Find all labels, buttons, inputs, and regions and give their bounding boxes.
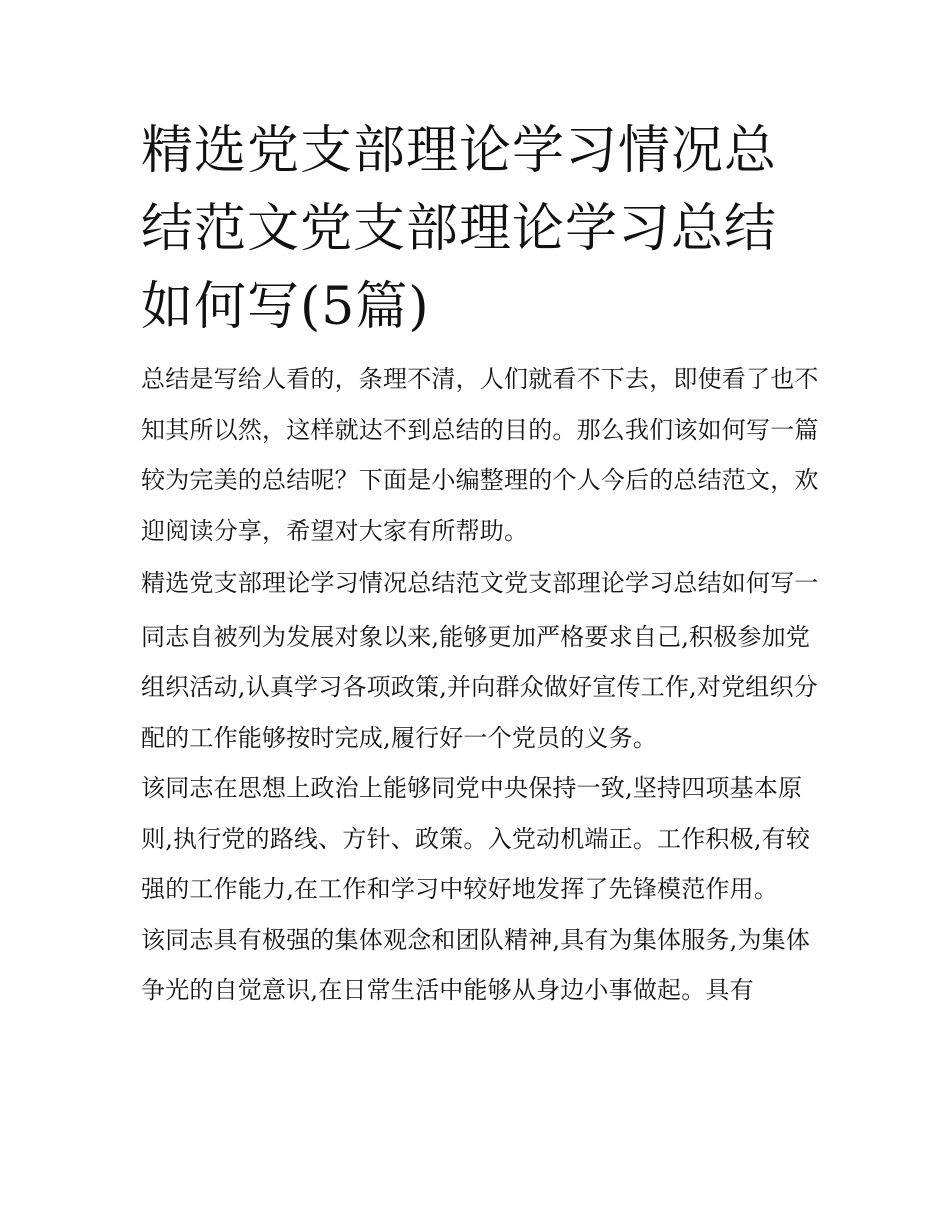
- body-paragraph-2: 该同志在思想上政治上能够同党中央保持一致,坚持四项基本原则,执行党的路线、方针、政策。入党动机端正。工作积极,有较强的工作能力,在工作和学习中较好地发挥了先锋模范作用。: [141, 774, 811, 903]
- document-page: [141, 112, 821, 1016]
- body-paragraph-3: 该同志具有极强的集体观念和团队精神,具有为集体服务,为集体争光的自觉意识,在日常生活中能够从身边小事做起。具有: [141, 925, 811, 1004]
- document-title: 精选党支部理论学习情况总结范文党支部理论学习总结如何写(5篇): [141, 121, 778, 337]
- intro-paragraph: 总结是写给人看的，条理不清，人们就看不下去，即使看了也不知其所以然，这样就达不到总结的目的。那么我们该如何写一篇较为完美的总结呢？下面是小编整理的个人今后的总结范文，欢迎阅读分享，希望对大家有所帮助。: [141, 365, 819, 545]
- body-paragraph-1: 同志自被列为发展对象以来,能够更加严格要求自己,积极参加党组织活动,认真学习各项政策,并向群众做好宣传工作,对党组织分配的工作能够按时完成,履行好一个党员的义务。: [141, 622, 818, 752]
- section-heading: 精选党支部理论学习情况总结范文党支部理论学习总结如何写一: [141, 569, 819, 597]
